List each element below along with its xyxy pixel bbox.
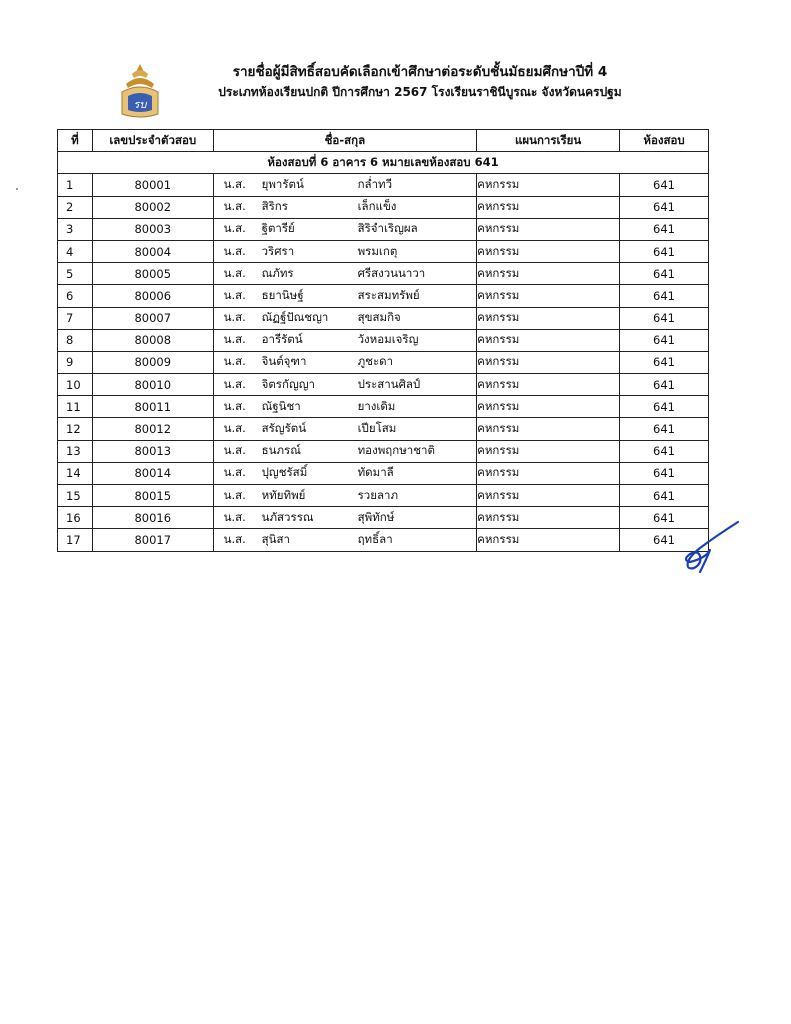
row-name (213, 218, 477, 240)
row-name-prefix: น.ส. (223, 421, 246, 436)
table-row (58, 351, 709, 373)
row-first-name: ณภัทร (261, 265, 294, 280)
row-no: 9 (58, 351, 93, 373)
table-row (58, 440, 709, 462)
row-exam-id: 80014 (92, 462, 213, 484)
row-last-name: ประสานศิลป์ (357, 376, 421, 391)
row-name (213, 529, 477, 551)
table-row (58, 263, 709, 285)
row-name (213, 240, 477, 262)
row-name (213, 462, 477, 484)
row-name-prefix: น.ส. (223, 332, 246, 347)
row-study-plan: คหกรรม (477, 507, 620, 529)
row-exam-id: 80013 (92, 440, 213, 462)
row-study-plan: คหกรรม (477, 351, 620, 373)
row-name-prefix: น.ส. (223, 287, 246, 302)
row-no: 6 (58, 285, 93, 307)
row-first-name: ธนภรณ์ (261, 443, 301, 458)
row-exam-room: 641 (620, 174, 709, 196)
row-study-plan: คหกรรม (477, 329, 620, 351)
row-exam-room: 641 (620, 218, 709, 240)
row-exam-room: 641 (620, 529, 709, 551)
row-last-name: ภูชะดา (357, 354, 394, 369)
row-last-name: ฤทธิ์ลา (357, 531, 393, 546)
row-study-plan: คหกรรม (477, 218, 620, 240)
row-exam-id: 80004 (92, 240, 213, 262)
row-last-name: กล่ำทวี (357, 176, 393, 191)
row-last-name: พรมเกตุ (357, 243, 398, 258)
row-name-prefix: น.ส. (223, 443, 246, 458)
header-exam-id: เลขประจำตัวสอบ (92, 130, 213, 152)
table-row (58, 196, 709, 218)
row-study-plan: คหกรรม (477, 307, 620, 329)
table-row (58, 307, 709, 329)
header-study-plan: แผนการเรียน (477, 130, 620, 152)
scan-speck (16, 188, 18, 190)
row-exam-room: 641 (620, 374, 709, 396)
row-name (213, 396, 477, 418)
row-name-prefix: น.ส. (223, 531, 246, 546)
row-name (213, 285, 477, 307)
row-no: 12 (58, 418, 93, 440)
row-exam-room: 641 (620, 285, 709, 307)
row-no: 15 (58, 485, 93, 507)
row-first-name: จินต์จุฑา (261, 354, 307, 369)
row-first-name: วริศรา (261, 243, 295, 258)
row-exam-room: 641 (620, 240, 709, 262)
row-name-prefix: น.ส. (223, 243, 246, 258)
row-name (213, 263, 477, 285)
row-name-prefix: น.ส. (223, 465, 246, 480)
row-last-name: สิริจำเริญผล (357, 221, 418, 236)
table-row (58, 507, 709, 529)
room-title-row (58, 152, 709, 174)
row-no: 8 (58, 329, 93, 351)
row-no: 11 (58, 396, 93, 418)
row-name (213, 418, 477, 440)
row-exam-room: 641 (620, 329, 709, 351)
row-name (213, 507, 477, 529)
table-row (58, 462, 709, 484)
row-last-name: รวยลาภ (357, 487, 399, 502)
row-first-name: นภัสวรรณ (261, 509, 314, 524)
row-study-plan: คหกรรม (477, 240, 620, 262)
row-exam-room: 641 (620, 396, 709, 418)
row-first-name: หทัยทิพย์ (261, 487, 306, 502)
row-name (213, 485, 477, 507)
row-name-prefix: น.ส. (223, 199, 246, 214)
row-exam-room: 641 (620, 263, 709, 285)
row-study-plan: คหกรรม (477, 462, 620, 484)
school-emblem-logo (116, 62, 164, 120)
row-last-name: สุขสมกิจ (357, 310, 401, 325)
row-no: 7 (58, 307, 93, 329)
row-no: 17 (58, 529, 93, 551)
row-last-name: ทัดมาลี (357, 465, 394, 480)
row-name (213, 440, 477, 462)
row-last-name: เปียโสม (357, 421, 397, 436)
row-no: 14 (58, 462, 93, 484)
row-name-prefix: น.ส. (223, 509, 246, 524)
row-name-prefix: น.ส. (223, 354, 246, 369)
document-header (170, 62, 670, 102)
row-first-name: สิริกร (261, 199, 288, 214)
row-study-plan: คหกรรม (477, 374, 620, 396)
row-no: 2 (58, 196, 93, 218)
row-first-name: ยุพารัตน์ (261, 176, 304, 191)
row-last-name: สระสมทรัพย์ (357, 287, 420, 302)
row-last-name: วังหอมเจริญ (357, 332, 419, 347)
row-exam-room: 641 (620, 307, 709, 329)
logo-monogram: รบ (133, 98, 147, 111)
row-name (213, 329, 477, 351)
row-exam-id: 80012 (92, 418, 213, 440)
row-exam-id: 80003 (92, 218, 213, 240)
row-first-name: สรัญรัตน์ (261, 421, 307, 436)
header-exam-room: ห้องสอบ (620, 130, 709, 152)
row-exam-id: 80006 (92, 285, 213, 307)
table-row (58, 240, 709, 262)
row-exam-room: 641 (620, 196, 709, 218)
row-first-name: จิตรกัญญา (261, 376, 315, 391)
row-exam-id: 80016 (92, 507, 213, 529)
row-no: 1 (58, 174, 93, 196)
row-exam-id: 80001 (92, 174, 213, 196)
row-exam-room: 641 (620, 485, 709, 507)
row-no: 16 (58, 507, 93, 529)
row-exam-room: 641 (620, 418, 709, 440)
table-row (58, 485, 709, 507)
row-name-prefix: น.ส. (223, 398, 246, 413)
row-name (213, 196, 477, 218)
row-exam-room: 641 (620, 507, 709, 529)
row-study-plan: คหกรรม (477, 418, 620, 440)
row-name (213, 174, 477, 196)
row-exam-id: 80017 (92, 529, 213, 551)
row-name-prefix: น.ส. (223, 487, 246, 502)
row-name-prefix: น.ส. (223, 265, 246, 280)
row-first-name: ธยานิษฐ์ (261, 287, 304, 302)
row-exam-room: 641 (620, 440, 709, 462)
row-last-name: ยางเดิม (357, 398, 396, 413)
header-no: ที่ (58, 130, 93, 152)
document-subtitle: ประเภทห้องเรียนปกติ ปีการศึกษา 2567 โรงเรียนราชินีบูรณะ จังหวัดนครปฐม (218, 85, 622, 99)
row-last-name: ทองพฤกษาชาติ (357, 443, 435, 458)
candidate-table (57, 129, 709, 552)
row-study-plan: คหกรรม (477, 263, 620, 285)
row-exam-id: 80007 (92, 307, 213, 329)
row-exam-id: 80002 (92, 196, 213, 218)
row-name (213, 351, 477, 373)
row-first-name: ณัฏฐ์ปัณชญา (261, 310, 329, 325)
row-first-name: อารีรัตน์ (261, 332, 303, 347)
row-name-prefix: น.ส. (223, 221, 246, 236)
document-title: รายชื่อผู้มีสิทธิ์สอบคัดเลือกเข้าศึกษาต่อระดับชั้นมัธยมศึกษาปีที่ 4 (232, 64, 608, 80)
row-study-plan: คหกรรม (477, 174, 620, 196)
row-no: 4 (58, 240, 93, 262)
row-first-name: สุนิสา (261, 531, 290, 546)
row-name-prefix: น.ส. (223, 376, 246, 391)
row-exam-id: 80005 (92, 263, 213, 285)
table-row (58, 418, 709, 440)
row-no: 10 (58, 374, 93, 396)
row-name (213, 374, 477, 396)
row-name-prefix: น.ส. (223, 176, 246, 191)
row-exam-id: 80015 (92, 485, 213, 507)
row-first-name: ปุญชรัสมิ์ (261, 465, 308, 480)
row-last-name: เล็กแข็ง (357, 199, 397, 214)
table-row (58, 396, 709, 418)
table-row (58, 285, 709, 307)
row-study-plan: คหกรรม (477, 485, 620, 507)
row-study-plan: คหกรรม (477, 196, 620, 218)
room-title: ห้องสอบที่ 6 อาคาร 6 หมายเลขห้องสอบ 641 (58, 152, 709, 174)
header-name: ชื่อ-สกุล (213, 130, 477, 152)
row-study-plan: คหกรรม (477, 396, 620, 418)
row-first-name: ณัฐนิชา (261, 398, 301, 413)
row-study-plan: คหกรรม (477, 285, 620, 307)
row-first-name: ฐิตารีย์ (261, 221, 295, 236)
row-no: 3 (58, 218, 93, 240)
row-no: 13 (58, 440, 93, 462)
table-row (58, 218, 709, 240)
table-row (58, 529, 709, 551)
handwritten-signature (676, 518, 740, 574)
row-name (213, 307, 477, 329)
row-no: 5 (58, 263, 93, 285)
row-name-prefix: น.ส. (223, 310, 246, 325)
row-exam-id: 80011 (92, 396, 213, 418)
row-exam-room: 641 (620, 462, 709, 484)
row-study-plan: คหกรรม (477, 529, 620, 551)
table-row (58, 174, 709, 196)
row-exam-id: 80010 (92, 374, 213, 396)
row-last-name: สุพิทักษ์ (357, 509, 395, 524)
table-header-row (58, 130, 709, 152)
row-exam-id: 80009 (92, 351, 213, 373)
table-row (58, 329, 709, 351)
row-exam-room: 641 (620, 351, 709, 373)
table-row (58, 374, 709, 396)
row-study-plan: คหกรรม (477, 440, 620, 462)
row-exam-id: 80008 (92, 329, 213, 351)
row-last-name: ศรีสงวนนาวา (357, 265, 426, 280)
